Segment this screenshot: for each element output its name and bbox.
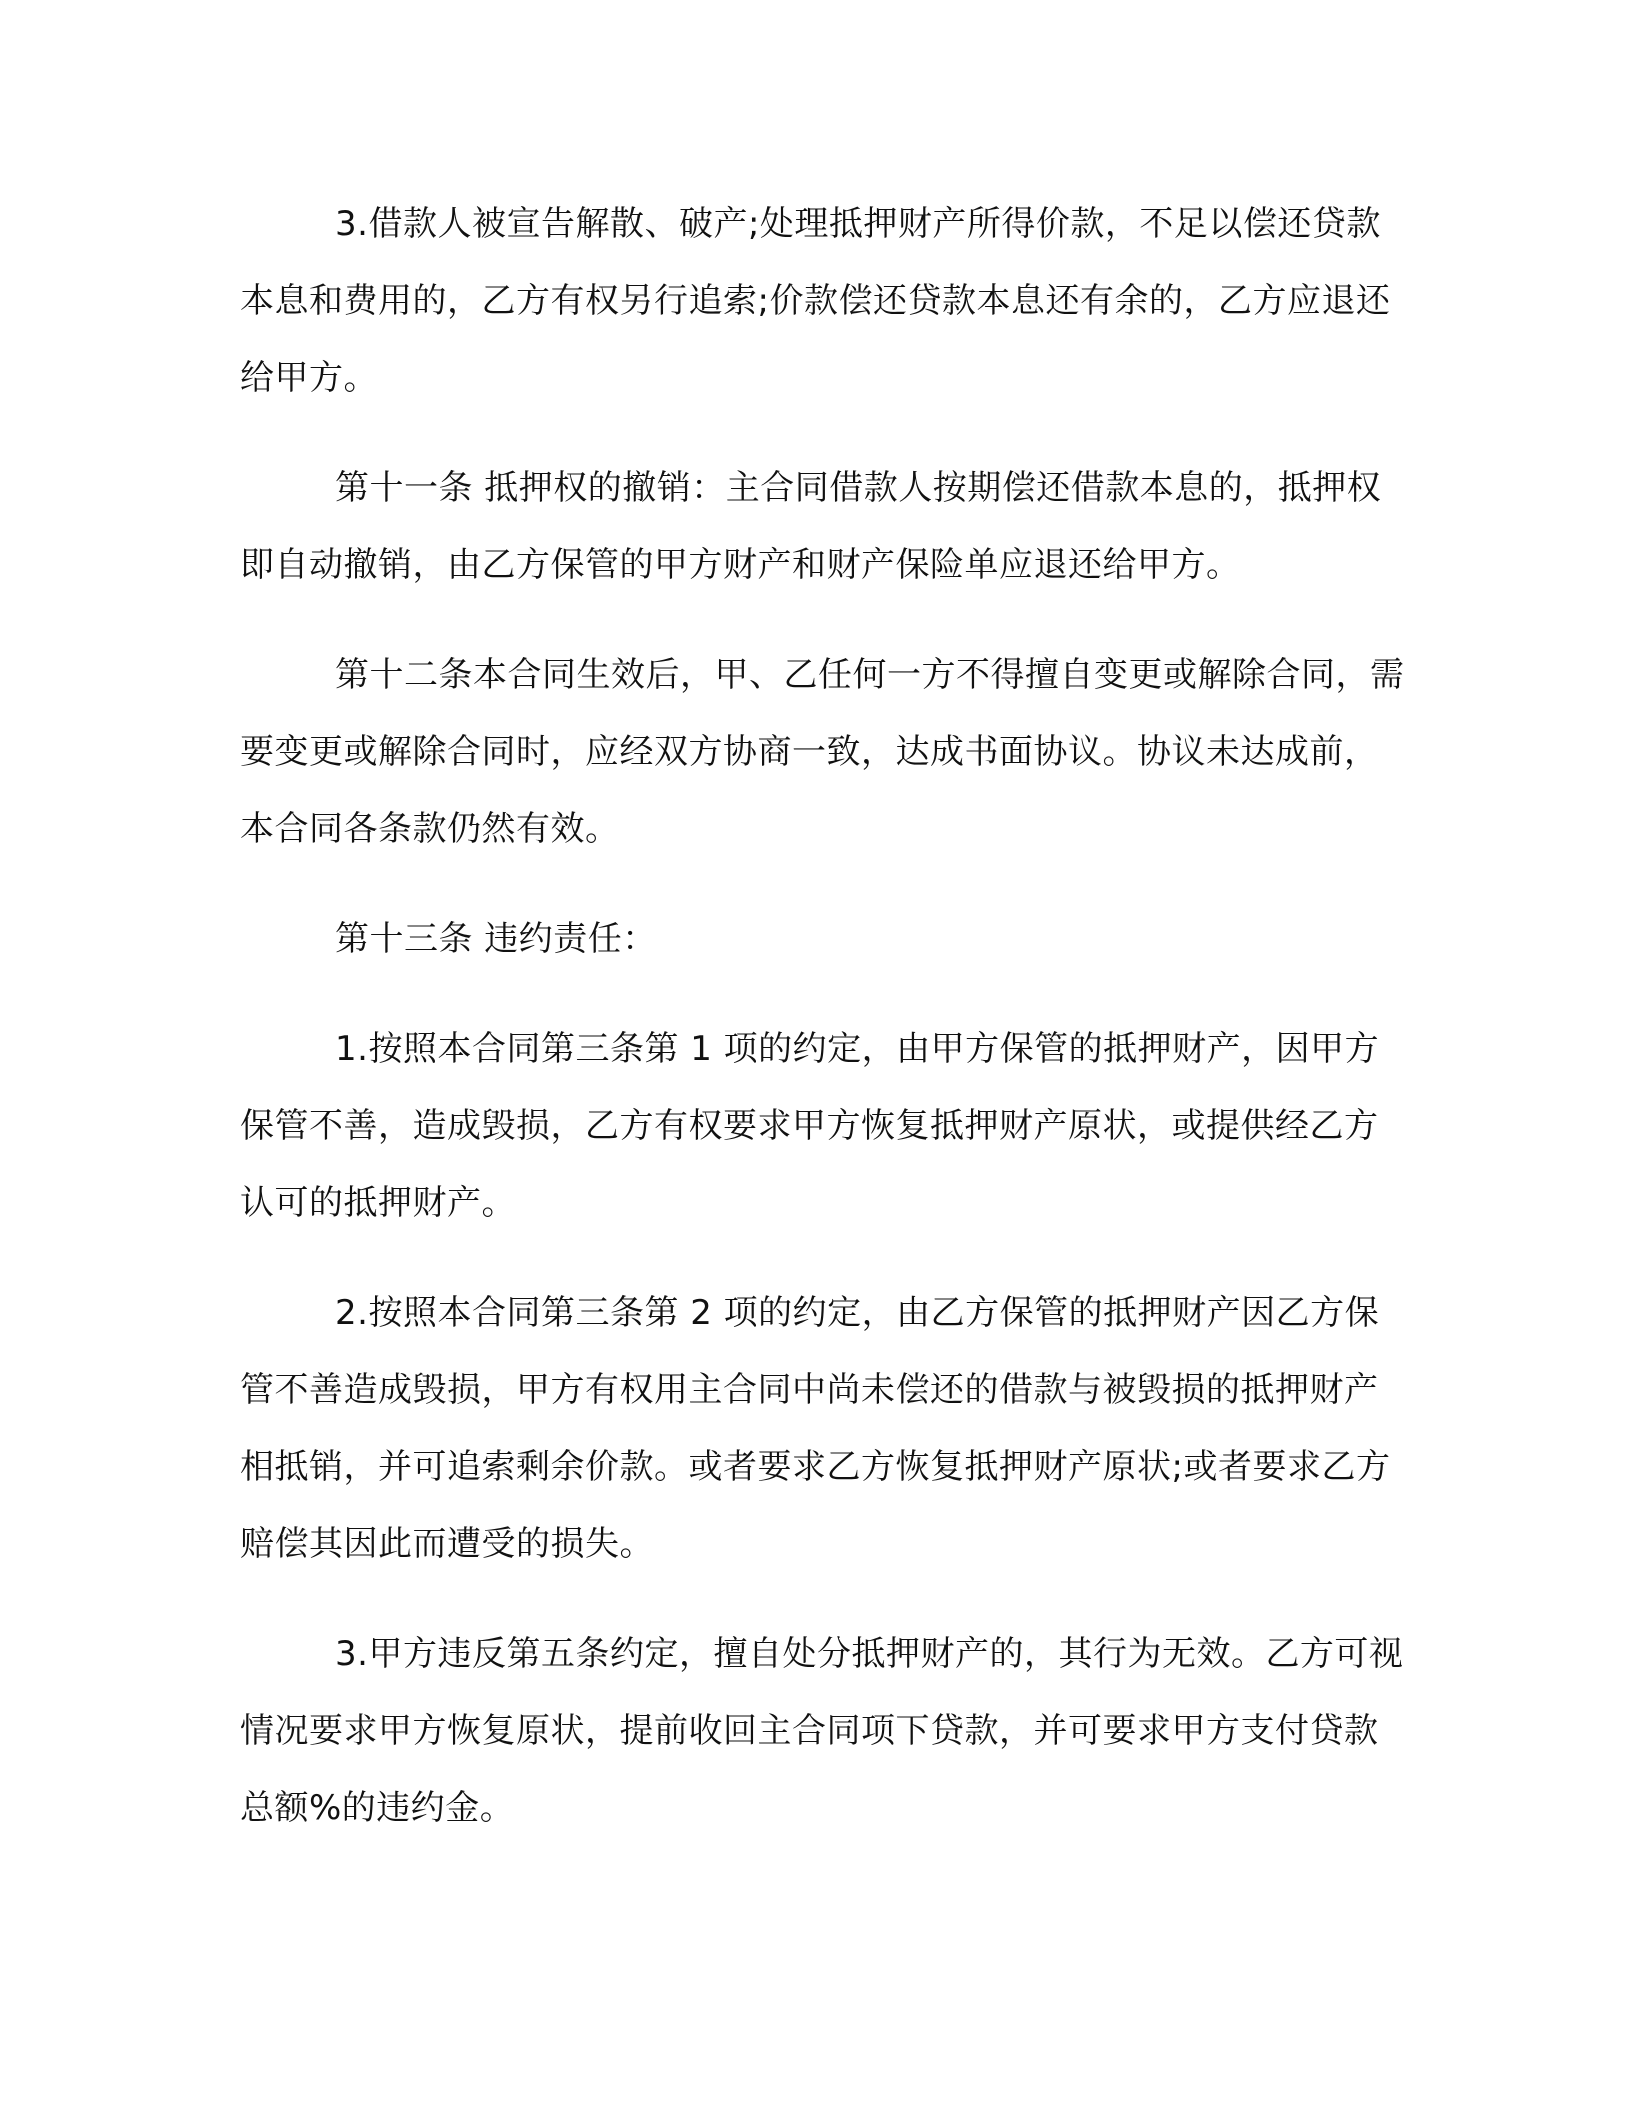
paragraph-clause-13-item-2: 2.按照本合同第三条第 2 项的约定，由乙方保管的抵押财产因乙方保管不善造成毁损，甲方有权用主合同中尚未偿还的借款与被毁损的抵押财产相抵销，并可追索剩余价款。或者要求乙方恢复抵押财产原状;或者要求乙方赔偿其因此而遭受的损失。	[240, 1293, 1391, 1564]
paragraph-clause-10-item-3: 3.借款人被宣告解散、破产;处理抵押财产所得价款，不足以偿还贷款本息和费用的，乙方有权另行追索;价款偿还贷款本息还有余的，乙方应退还给甲方。	[240, 204, 1391, 398]
paragraph-clause-13-item-3: 3.甲方违反第五条约定，擅自处分抵押财产的，其行为无效。乙方可视情况要求甲方恢复原状，提前收回主合同项下贷款，并可要求甲方支付贷款总额%的违约金。	[240, 1634, 1404, 1828]
paragraph-clause-12: 第十二条本合同生效后，甲、乙任何一方不得擅自变更或解除合同，需要变更或解除合同时，应经双方协商一致，达成书面协议。协议未达成前，本合同各条款仍然有效。	[240, 655, 1405, 849]
document-body	[240, 186, 1410, 1880]
paragraph-clause-11: 第十一条 抵押权的撤销：主合同借款人按期偿还借款本息的，抵押权即自动撤销，由乙方保管的甲方财产和财产保险单应退还给甲方。	[240, 468, 1382, 585]
paragraph-clause-13-item-1: 1.按照本合同第三条第 1 项的约定，由甲方保管的抵押财产，因甲方保管不善，造成毁损，乙方有权要求甲方恢复抵押财产原状，或提供经乙方认可的抵押财产。	[240, 1029, 1380, 1223]
paragraph-clause-13-heading: 第十三条 违约责任：	[335, 919, 657, 959]
